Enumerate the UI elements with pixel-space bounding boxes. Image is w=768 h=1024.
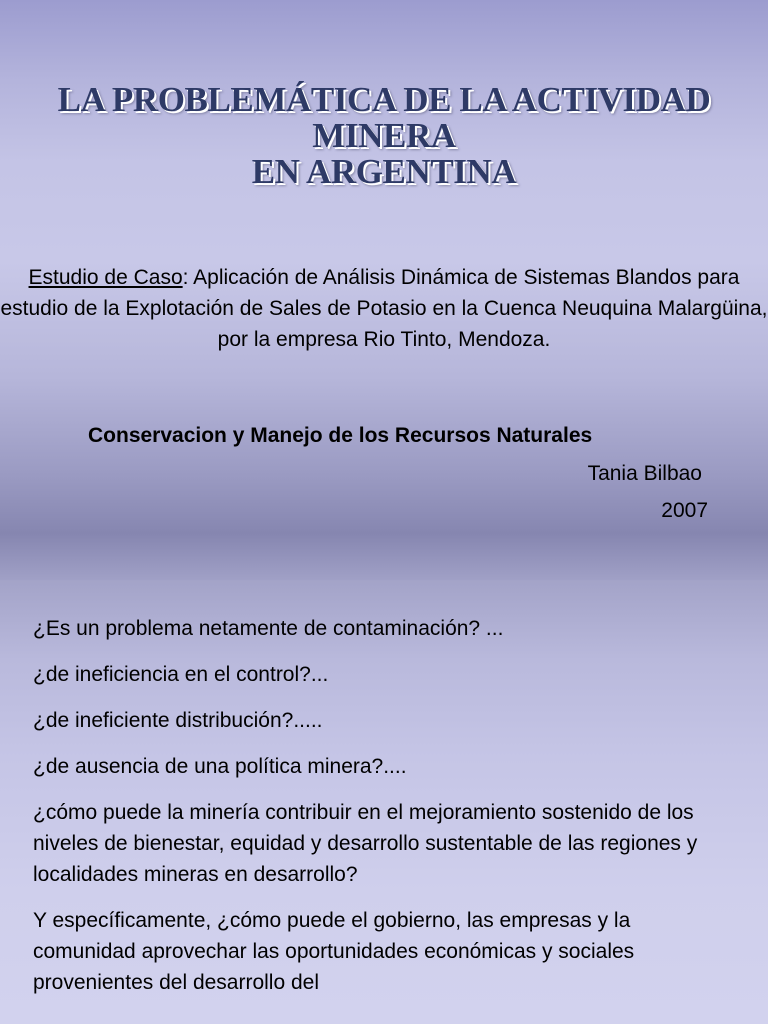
author-name: Tania Bilbao <box>587 462 702 485</box>
slide-title <box>0 82 768 190</box>
case-study-text: : Aplicación de Análisis Dinámica de Sistemas Blandos para estudio de la Explotación de Sales de Potasio en la Cuenca Neuquina Malargüina, por la empresa Rio Tinto, Mendoza. <box>0 266 768 351</box>
question-list <box>33 613 733 1013</box>
case-study-description <box>0 262 768 355</box>
question-item: ¿cómo puede la minería contribuir en el mejoramiento sostenido de los niveles de bienestar, equidad y desarrollo sustentable de las regiones y localidades mineras en desarrollo? <box>33 801 698 886</box>
title-line-2: EN ARGENTINA <box>251 152 517 191</box>
question-item: Y específicamente, ¿cómo puede el gobierno, las empresas y la comunidad aprovechar las oportunidades económicas y sociales provenientes del desarrollo del <box>33 909 635 994</box>
slide-questions <box>0 580 768 1024</box>
question-item: ¿Es un problema netamente de contaminación? ... <box>33 617 504 640</box>
case-study-label: Estudio de Caso <box>28 266 183 289</box>
year: 2007 <box>661 499 708 522</box>
course-name: Conservacion y Manejo de los Recursos Naturales <box>88 424 593 447</box>
question-item: ¿de ineficiencia en el control?... <box>33 663 329 686</box>
question-item: ¿de ausencia de una política minera?.... <box>33 755 407 778</box>
title-line-1: LA PROBLEMÁTICA DE LA ACTIVIDAD MINERA <box>57 80 711 155</box>
question-item: ¿de ineficiente distribución?..... <box>33 709 323 732</box>
